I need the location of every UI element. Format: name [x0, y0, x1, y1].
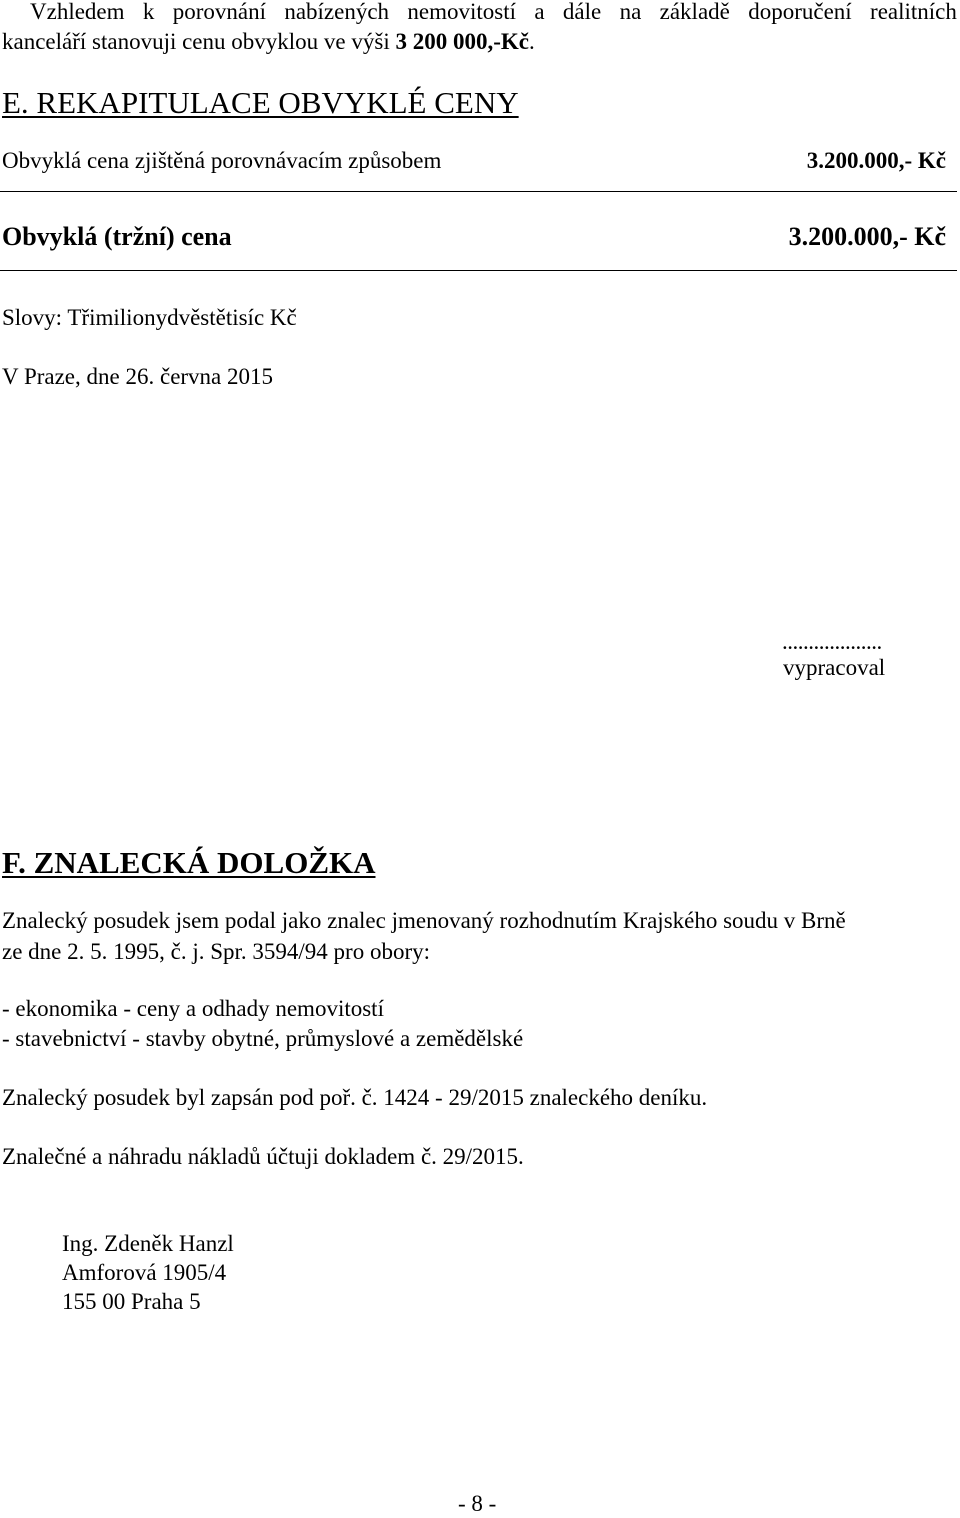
market-price-value: 3.200.000,- Kč [788, 222, 946, 251]
section-e-heading: E. REKAPITULACE OBVYKLÉ CENY [2, 85, 519, 120]
intro-word: Vzhledem [30, 0, 125, 24]
intro-paragraph [2, 0, 957, 57]
intro-price: 3 200 000,-Kč [395, 29, 529, 54]
appointment-line-2: ze dne 2. 5. 1995, č. j. Spr. 3594/94 pro obory: [2, 939, 431, 964]
divider-line [0, 191, 957, 192]
page-number: - 8 - [458, 1491, 497, 1516]
signature-dots: ................... [782, 629, 882, 654]
signature-label: vypracoval [783, 655, 886, 680]
price-in-words: Slovy: Třimilionydvěstětisíc Kč [2, 305, 297, 330]
expert-city: 155 00 Praha 5 [62, 1289, 201, 1314]
intro-word: na [619, 0, 642, 24]
market-price-label: Obvyklá (tržní) cena [2, 222, 232, 251]
intro-tail: . [528, 29, 535, 54]
divider-line [0, 270, 957, 271]
intro-word: nemovitostí [407, 0, 517, 24]
field-construction: - stavebnictví - stavby obytné, průmyslové a zemědělské [2, 1026, 524, 1051]
intro-word: porovnání [172, 0, 266, 24]
intro-word: doporučení [748, 0, 852, 24]
intro-word: dále [562, 0, 602, 24]
intro-word: a [534, 0, 545, 24]
appointment-line-1: Znalecký posudek jsem podal jako znalec jmenovaný rozhodnutím Krajského soudu v Brně [2, 908, 846, 933]
intro-text: kanceláří stanovuji cenu obvyklou ve výši [2, 29, 396, 54]
expert-street: Amforová 1905/4 [62, 1260, 227, 1285]
intro-word: nabízených [284, 0, 390, 24]
place-and-date: V Praze, dne 26. června 2015 [2, 364, 274, 389]
comparative-price-value: 3.200.000,- Kč [806, 148, 946, 173]
journal-entry: Znalecký posudek byl zapsán pod poř. č. 1424 - 29/2015 znaleckého deníku. [2, 1085, 708, 1110]
intro-word: k [142, 0, 155, 24]
section-f-heading: F. ZNALECKÁ DOLOŽKA [2, 845, 376, 880]
fee-statement: Znalečné a náhradu nákladů účtuji dokladem č. 29/2015. [2, 1144, 524, 1169]
expert-name: Ing. Zdeněk Hanzl [62, 1231, 234, 1256]
intro-line-2 [2, 27, 957, 57]
intro-line-1 [2, 0, 957, 27]
comparative-price-label: Obvyklá cena zjištěná porovnávacím způsobem [2, 148, 442, 173]
field-economics: - ekonomika - ceny a odhady nemovitostí [2, 996, 384, 1021]
intro-word: realitních [870, 0, 957, 24]
intro-word: základě [659, 0, 730, 24]
